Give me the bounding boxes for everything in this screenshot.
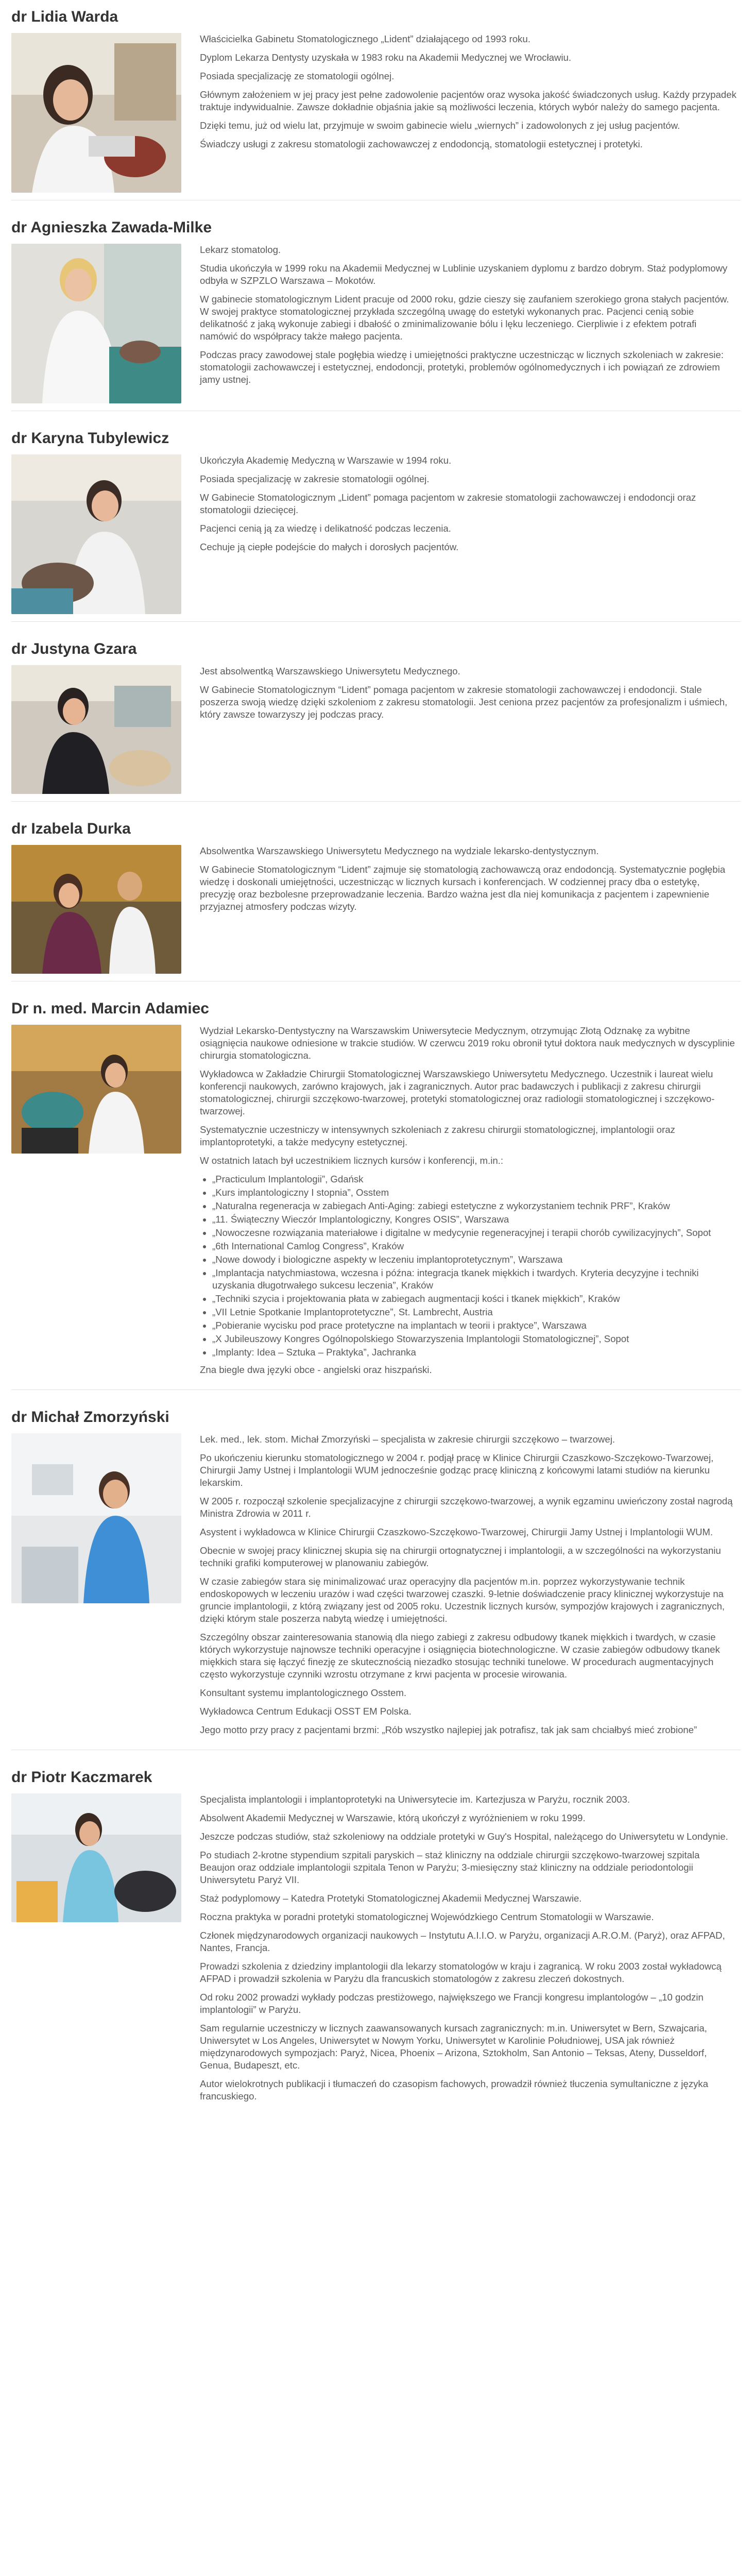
bio-paragraph: W 2005 r. rozpoczął szkolenie specjalizacyjne z chirurgii szczękowo-twarzowej, a wynik egzaminu uwieńczony został nagrodą Ministra Zdrowia w 2011 r. [200,1496,733,1519]
list-item: • „Nowe dowody i biologiczne aspekty w leczeniu implantoprotetycznym”, Warszawa [212,1253,737,1266]
doctor-name: dr Izabela Durka [11,820,131,837]
bio-paragraph: Konsultant systemu implantologicznego Osstem. [200,1687,406,1698]
list-item: • „Implantacja natychmiastowa, wczesna i późna: integracja tkanek miękkich i twardych. Kryteria decyzyjne i techniki uzyskania długotrwałego sukcesu leczenia”, Kraków [212,1267,737,1292]
bio-paragraph: Ukończyła Akademię Medyczną w Warszawie w 1994 roku. [200,455,452,466]
list-item: • „6th International Camlog Congress”, Kraków [212,1240,737,1252]
bio-paragraph: Staż podyplomowy – Katedra Protetyki Stomatologicznej Akademii Medycznej Warszawie. [200,1893,582,1904]
doctor-name: dr Michał Zmorzyński [11,1409,169,1426]
bio-paragraph: Po ukończeniu kierunku stomatologicznego w 2004 r. podjął pracę w Klinice Chirurgii Czaszkowo-Szczękowo-Twarzowej, Chirurgii Jamy Ustnej i Implantologii WUM jednocześnie godząc pracę kliniczną z końcowymi latami studiów na kierunku lekarskim. [200,1452,714,1488]
bio-paragraph: W gabinecie stomatologicznym Lident pracuje od 2000 roku, gdzie cieszy się zaufaniem szerokiego grona stałych pacjentów. W swojej praktyce stomatologicznej przykłada szczególną uwagę do estetyki wykonanych prac. Pacjenci cenią sobie delikatność z jaką wykonuje zabiegi i dbałość o zminimalizowanie bólu i lęku leczeniego. Cierpliwie i z efektem potrafi namówić do współpracy także małego pacjenta. [200,294,729,342]
bio-paragraph: Lekarz stomatolog. [200,244,281,255]
list-item: • „Pobieranie wycisku pod prace protetyczne na implantach w teorii i praktyce”, Warszawa [212,1319,737,1332]
list-item: • „Kurs implantologiczny I stopnia”, Osstem [212,1187,737,1199]
bio-paragraph: Świadczy usługi z zakresu stomatologii zachowawczej z endodoncją, stomatologii estetycznej i protetyki. [200,139,643,149]
bio-paragraph: Właścicielka Gabinetu Stomatologicznego „Lident” działającego od 1993 roku. [200,33,531,44]
doctor-photo [11,1793,181,1922]
doctor-profile-warda [0,0,752,200]
bio-paragraph: Jeszcze podczas studiów, staż szkoleniowy na oddziale protetyki w Guy's Hospital, należącego do Uniwersytetu w Londynie. [200,1831,728,1842]
bio-paragraph: Wydział Lekarsko-Dentystyczny na Warszawskim Uniwersytecie Medycznym, otrzymując Złotą Odznakę za wybitne osiągnięcia naukowe odniesione w trakcie studiów. W czerwcu 2019 roku obronił tytuł doktora nauk medycznych w dyscyplinie chirurgia stomatologiczna. [200,1025,735,1061]
doctor-bio [200,1025,752,1382]
doctor-bio [200,1433,752,1742]
bio-paragraph: Autor wielokrotnych publikacji i tłumaczeń do czasopism fachowych, prowadził również tłuczenia symultaniczne z języka francuskiego. [200,2078,708,2102]
doctor-profile-durka [0,812,752,981]
bio-paragraph: Dyplom Lekarza Dentysty uzyskała w 1983 roku na Akademii Medycznej we Wrocławiu. [200,52,571,63]
bio-paragraph: Absolwentka Warszawskiego Uniwersytetu Medycznego na wydziale lekarsko-dentystycznym. [200,845,599,856]
doctor-bio [200,33,752,193]
doctor-bio [200,1793,752,2109]
list-item: • „Naturalna regeneracja w zabiegach Anti-Aging: zabiegi estetyczne z wykorzystaniem technik PRF”, Kraków [212,1200,737,1212]
bio-paragraph: W Gabinecie Stomatologicznym „Lident” pomaga pacjentom w zakresie stomatologii zachowawczej i endodoncji oraz stomatologii dziecięcej. [200,492,696,515]
bio-paragraph: Wykładowca w Zakładzie Chirurgii Stomatologicznej Warszawskiego Uniwersytetu Medycznego. Uczestnik i laureat wielu konferencji naukowych, zarówno krajowych, jak i zagranicznych. Autor prac badawczych i publikacji z zakresu chirurgii stomatologicznej, chirurgii szczękowo-twarzowej, protetyki stomatologicznej oraz radiologii stomatologicznej i szczękowo-twarzowej. [200,1069,715,1116]
doctor-photo [11,1433,181,1603]
list-item: • „Implanty: Idea – Sztuka – Praktyka”, Jachranka [212,1346,737,1359]
bio-paragraph: Posiada specjalizację ze stomatologii ogólnej. [200,71,395,81]
bio-paragraph: W czasie zabiegów stara się minimalizować uraz operacyjny dla pacjentów m.in. poprzez wykorzystywanie technik endoskopowych w leczeniu urazów i wad części twarzowej czaszki. 9-letnie doświadczenie pracy klinicznej wykorzystuje na gruncie implantologii, z którą związany jest od 2005 roku. Uczestnik licznych kursów, sympozjów krajowych i zagranicznych, dzięki którym stale poszerza nabytą wiedzę i umiejętności. [200,1576,725,1624]
courses-list [200,1173,737,1359]
doctor-name: dr Agnieszka Zawada-Milke [11,219,212,236]
bio-paragraph: Po studiach 2-krotne stypendium szpitali paryskich – staż kliniczny na oddziale chirurgii szczękowo-twarzowej szpitala Beaujon oraz oddziale implantologii szpitala Tenon w Paryżu; 3-miesięczny staż kliniczny na oddziale periodontologii Uniwersytetu Paryż VII. [200,1850,700,1885]
divider [11,1389,741,1390]
bio-paragraph: W Gabinecie Stomatologicznym “Lident” zajmuje się stomatologią zachowawczą oraz endodoncją. Systematycznie pogłębia wiedzę i doskonali umiejętności, uczestnicząc w licznych kursach i konferencjach. W codziennej pracy dba o estetykę, precyzję oraz bezbolesne przeprowadzanie leczenia. Bardzo ważna jest dla niej komunikacja z pacjentem i zapewnienie przyjaznej atmosfery podczas wizyty. [200,864,726,912]
bio-paragraph: Szczególny obszar zainteresowania stanowią dla niego zabiegi z zakresu odbudowy tkanek miękkich i twardych, w czasie których wykorzystuje najnowsze techniki operacyjne i osiągnięcia biotechnologiczne. W czasie zabiegów odbudowy tkanek miękkich stara się łączyć finezję ze skutecznością niezadko stosując techniki tunelowe. W procedurach augmentacyjnych często wykorzystuje czynniki wzrostu otrzymane z krwi pacjenta w procesie wirowania. [200,1632,720,1680]
divider [11,801,741,802]
list-item: • „Practiculum Implantologii”, Gdańsk [212,1173,737,1185]
doctor-profile-adamiec [0,992,752,1390]
doctor-photo [11,665,181,794]
bio-paragraph: Studia ukończyła w 1999 roku na Akademii Medycznej w Lublinie uzyskaniem dyplomu z bardzo dobrym. Staż podyplomowy odbyła w SZPZLO Warszawa – Mokotów. [200,263,728,286]
bio-paragraph: Systematycznie uczestniczy w intensywnych szkoleniach z zakresu chirurgii stomatologicznej, implantologii oraz implantoprotetyki, a także medycyny estetycznej. [200,1124,675,1147]
list-item: • „X Jubileuszowy Kongres Ogólnopolskiego Stowarzyszenia Implantologii Stomatologicznej”, Sopot [212,1333,737,1345]
list-item: • „VII Letnie Spotkanie Implantoprotetyczne”, St. Lambrecht, Austria [212,1306,737,1318]
bio-paragraph: Absolwent Akademii Medycznej w Warszawie, którą ukończył z wyróżnieniem w roku 1999. [200,1812,586,1823]
bio-paragraph: Głównym założeniem w jej pracy jest pełne zadowolenie pacjentów oraz wysoka jakość świadczonych usług. Każdy przypadek traktuje indywidualnie. Zawsze dokładnie objaśnia jakie są możliwości leczenia, których wybór należy do samego pacjenta. [200,89,737,112]
bio-paragraph: Roczna praktyka w poradni protetyki stomatologicznej Wojewódzkiego Centrum Stomatologii w Warszawie. [200,1911,654,1922]
bio-paragraph: Obecnie w swojej pracy klinicznej skupia się na chirurgii ortognatycznej i implantologii, a w szczególności na wykorzystaniu techniki grafiki komputerowej w planowaniu zabiegów. [200,1545,721,1568]
list-item: • „Techniki szycia i projektowania płata w zabiegach augmentacji kości i tkanek miękkich”, Kraków [212,1293,737,1305]
bio-paragraph: W ostatnich latach był uczestnikiem licznych kursów i konferencji, m.in.: [200,1155,504,1166]
doctor-bio [200,665,752,794]
doctor-profile-kaczmarek [0,1760,752,2109]
bio-paragraph: Prowadzi szkolenia z dziedziny implantologii dla lekarzy stomatologów w kraju i zagranicą. W roku 2003 został wykładowcą AFPAD i prowadził szkolenia w Paryżu dla francuskich stomatologów z zakresu zleczeń dokostnych. [200,1961,722,1984]
bio-paragraph: Dzięki temu, już od wielu lat, przyjmuje w swoim gabinecie wielu „wiernych” i zadowolonych z jej usług pacjentów. [200,120,680,131]
doctor-photo [11,454,181,614]
doctor-profile-tubylewicz [0,421,752,622]
bio-paragraph: Od roku 2002 prowadzi wykłady podczas prestiżowego, największego we Francji kongresu implantologów – „10 godzin implantologii” w Paryżu. [200,1992,704,2015]
bio-paragraph: Sam regularnie uczestniczy w licznych zaawansowanych kursach zagranicznych: m.in. Uniwersytet w Bern, Szwajcaria, Uniwersytet w Los Angeles, Uniwersytet w Nowym Yorku, Uniwersytet w Karolinie Południowej, USA jak również międzynarodowych sympozjach: Paryż, Nicea, Phoenix – Arizona, Sztokholm, San Antonio – Teksas, Ateny, Dusseldorf, Genua, Budapeszt, etc. [200,2023,707,2071]
bio-paragraph: Lek. med., lek. stom. Michał Zmorzyński – specjalista w zakresie chirurgii szczękowo – twarzowej. [200,1434,615,1445]
doctor-bio [200,454,752,614]
bio-paragraph: Asystent i wykładowca w Klinice Chirurgii Czaszkowo-Szczękowo-Twarzowej, Chirurgii Jamy Ustnej i Implantologii WUM. [200,1527,713,1537]
list-item: • „11. Świąteczny Wieczór Implantologiczny, Kongres OSIS”, Warszawa [212,1213,737,1226]
doctor-name: dr Piotr Kaczmarek [11,1769,152,1786]
divider [11,621,741,622]
bio-paragraph: Specjalista implantologii i implantoprotetyki na Uniwersytecie im. Kartezjusza w Paryżu, rocznik 2003. [200,1794,630,1805]
bio-paragraph: Jego motto przy pracy z pacjentami brzmi: „Rób wszystko najlepiej jak potrafisz, tak jak sam chciałbyś mieć zrobione” [200,1724,697,1735]
doctor-photo [11,244,181,403]
doctor-name: dr Justyna Gzara [11,640,137,657]
doctor-profile-zmorzynski [0,1400,752,1750]
bio-paragraph: Podczas pracy zawodowej stale pogłębia wiedzę i umiejętności praktyczne uczestnicząc w licznych szkoleniach w zakresie: stomatologii zachowawczej i estetycznej, endodoncji, protetyki, problemów ogólnomedycznych i ich powiązań ze zdrowiem jamy ustnej. [200,349,724,385]
bio-paragraph: Wykładowca Centrum Edukacji OSST EM Polska. [200,1706,412,1717]
bio-paragraph: Jest absolwentką Warszawskiego Uniwersytetu Medycznego. [200,666,460,676]
doctor-profile-gzara [0,632,752,802]
doctor-name: Dr n. med. Marcin Adamiec [11,1000,209,1017]
bio-paragraph: Posiada specjalizację w zakresie stomatologii ogólnej. [200,473,430,484]
doctor-photo [11,33,181,193]
doctor-photo [11,845,181,974]
doctor-photo [11,1025,181,1154]
list-item: • „Nowoczesne rozwiązania materiałowe i digitalne w medycynie regeneracyjnej i terapii chorób cywilizacyjnych”, Sopot [212,1227,737,1239]
doctor-bio [200,244,752,403]
doctor-profile-zawada-milke [0,211,752,411]
bio-paragraph: W Gabinecie Stomatologicznym “Lident” pomaga pacjentom w zakresie stomatologii zachowawczej i endodoncji. Stale poszerza swoją wiedzę dzięki szkoleniom z zakresu stomatologii. Jest ceniona przez pacjentów za profesjonalizm i uśmiech, który zawsze towarzyszy jej podczas pracy. [200,684,728,720]
bio-paragraph: Zna biegle dwa języki obce - angielski oraz hiszpański. [200,1364,432,1375]
doctor-name: dr Lidia Warda [11,8,118,25]
doctor-name: dr Karyna Tubylewicz [11,430,169,447]
bio-paragraph: Pacjenci cenią ją za wiedzę i delikatność podczas leczenia. [200,523,451,534]
bio-paragraph: Członek międzynarodowych organizacji naukowych – Instytutu A.I.I.O. w Paryżu, organizacji A.R.O.M. (Paryż), oraz AFPAD, Nantes, Francja. [200,1930,725,1953]
doctor-bio [200,845,752,974]
bio-paragraph: Cechuje ją ciepłe podejście do małych i dorosłych pacjentów. [200,541,459,552]
